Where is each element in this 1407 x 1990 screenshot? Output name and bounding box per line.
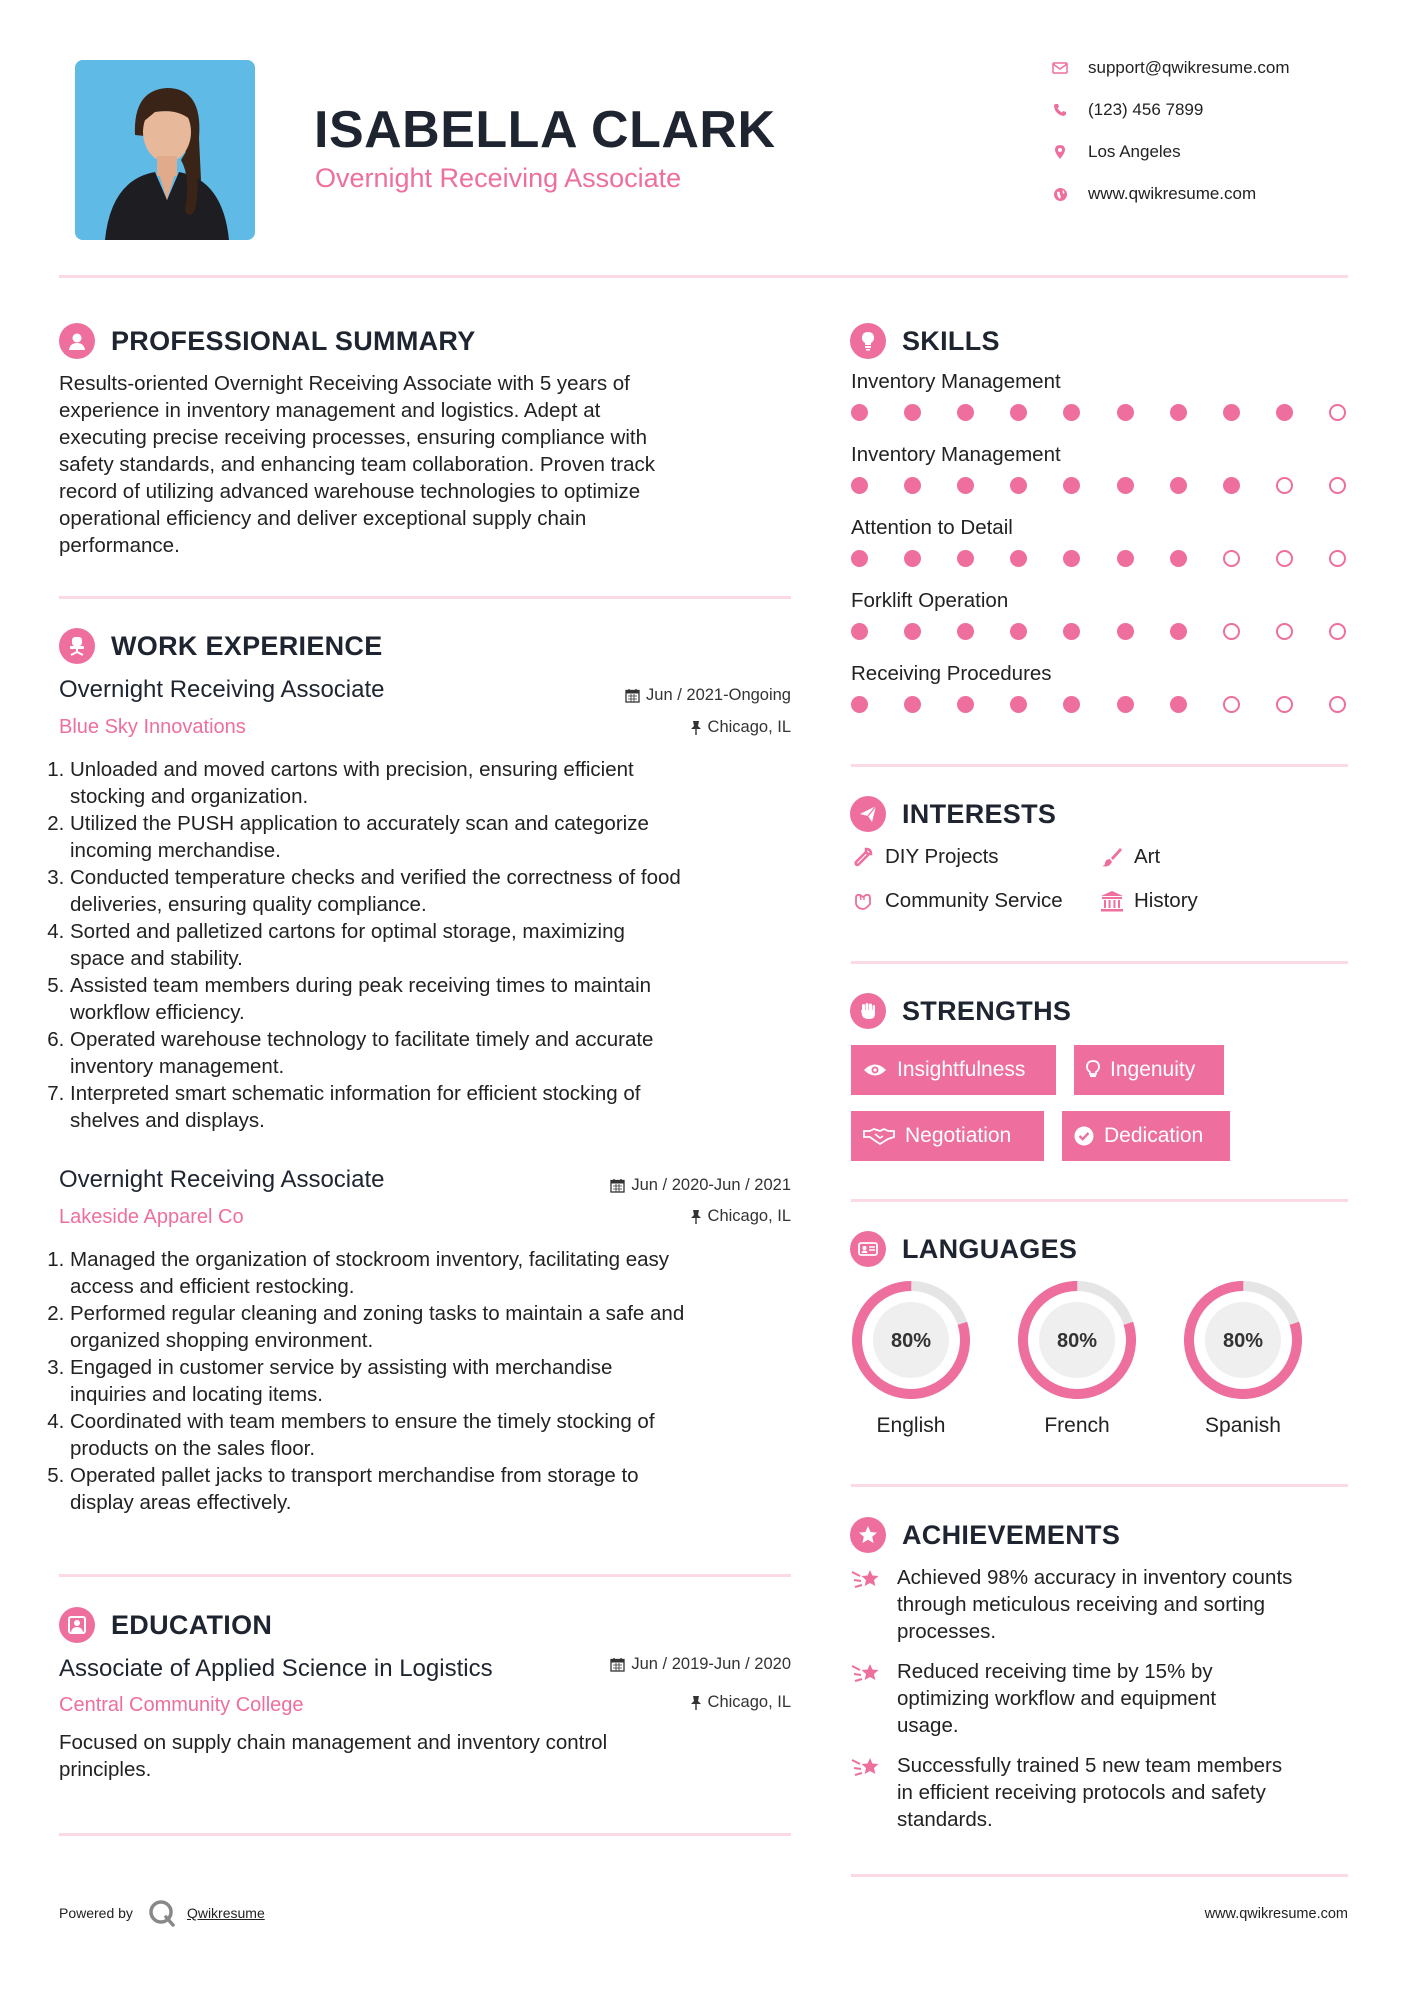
rating-dot-filled: [851, 623, 868, 640]
achievement-line: optimizing workflow and equipment: [897, 1687, 1217, 1710]
list-item: [70, 918, 802, 972]
profile-photo: [75, 60, 255, 240]
summary-line: record of utilizing advanced warehouse technologies to optimize: [59, 480, 641, 503]
summary-line: safety standards, and enhancing team collaboration. Proven track: [59, 453, 655, 476]
rating-dot-filled: [957, 550, 974, 567]
rating-dot-empty: [1276, 550, 1293, 567]
duty-line: Coordinated with team members to ensure the timely stocking of: [70, 1410, 655, 1433]
duty-line: display areas effectively.: [70, 1491, 292, 1514]
duty-line: incoming merchandise.: [70, 839, 281, 862]
section-divider: [59, 596, 791, 599]
rating-dot-filled: [1170, 623, 1187, 640]
rating-dot-empty: [1329, 623, 1346, 640]
degree-title: Associate of Applied Science in Logistics: [59, 1655, 493, 1682]
rating-dot-filled: [957, 477, 974, 494]
contact-website[interactable]: [1050, 184, 1256, 204]
rating-dot-filled: [1010, 404, 1027, 421]
rating-dot-filled: [1276, 404, 1293, 421]
gauge-label: 80%: [1056, 1330, 1098, 1352]
rating-dot-filled: [1010, 696, 1027, 713]
rating-dot-filled: [1223, 404, 1240, 421]
pushpin-icon: [690, 1695, 702, 1710]
achievement-line: Achieved 98% accuracy in inventory counts: [897, 1566, 1293, 1589]
skill-rating: [851, 477, 1346, 494]
section-divider: [59, 1574, 791, 1577]
rating-dot-filled: [957, 696, 974, 713]
skill-name: Receiving Procedures: [851, 662, 1052, 685]
rating-dot-filled: [904, 550, 921, 567]
school-name: Central Community College: [59, 1694, 304, 1716]
experience-heading: [59, 628, 383, 664]
strengths-heading: [850, 993, 1071, 1029]
experience-title: WORK EXPERIENCE: [111, 630, 383, 661]
strength-label: Negotiation: [905, 1124, 1012, 1147]
list-item: [70, 1354, 802, 1408]
interests-heading: [850, 796, 1056, 832]
strength-tag: [851, 1045, 1056, 1095]
duty-line: space and stability.: [70, 947, 243, 970]
duty-line: Sorted and palletized cartons for optimal storage, maximizing: [70, 920, 625, 943]
rating-dot-empty: [1223, 623, 1240, 640]
rating-dot-filled: [1063, 404, 1080, 421]
duty-line: Unloaded and moved cartons with precision, ensuring efficient: [70, 758, 634, 781]
duty-line: organized shopping environment.: [70, 1329, 374, 1352]
job-company: Blue Sky Innovations: [59, 716, 246, 738]
education-line: Focused on supply chain management and inventory control: [59, 1731, 608, 1754]
skill-row: [851, 662, 1346, 735]
duty-line: Performed regular cleaning and zoning tasks to maintain a safe and: [70, 1302, 685, 1325]
rating-dot-filled: [904, 623, 921, 640]
language-name: French: [1044, 1414, 1110, 1437]
summary-line: performance.: [59, 534, 180, 557]
summary-heading: [59, 323, 476, 359]
duty-line: Assisted team members during peak receiving times to maintain: [70, 974, 652, 997]
rating-dot-filled: [1170, 696, 1187, 713]
footer-url[interactable]: www.qwikresume.com: [1204, 1906, 1348, 1922]
list-item: [70, 1408, 802, 1462]
shooting-star-icon: [851, 1564, 885, 1645]
achievement-item: [851, 1752, 1351, 1833]
skill-row: [851, 443, 1346, 516]
summary-line: operational efficiency and deliver exceptional supply chain: [59, 507, 587, 530]
list-item: [70, 1080, 802, 1134]
duty-line: inventory management.: [70, 1055, 285, 1078]
summary-line: experience in inventory management and logistics. Adept at: [59, 399, 601, 422]
duty-line: Operated warehouse technology to facilitate timely and accurate: [70, 1028, 654, 1051]
rating-dot-filled: [1063, 550, 1080, 567]
interest-label: Art: [1134, 845, 1161, 868]
duty-line: inquiries and locating items.: [70, 1383, 323, 1406]
language-name: Spanish: [1205, 1414, 1281, 1437]
rating-dot-filled: [1010, 623, 1027, 640]
job-date-text: Jun / 2021-Ongoing: [646, 686, 791, 704]
contact-phone-text: (123) 456 7899: [1088, 100, 1204, 119]
skill-row: [851, 516, 1346, 589]
duty-line: Conducted temperature checks and verified the correctness of food: [70, 866, 681, 889]
job-date-text: Jun / 2020-Jun / 2021: [631, 1176, 791, 1194]
achievement-line: usage.: [897, 1714, 959, 1737]
rating-dot-filled: [1117, 696, 1134, 713]
rating-dot-filled: [1170, 404, 1187, 421]
list-item: [70, 1462, 802, 1516]
skill-row: [851, 589, 1346, 662]
skill-name: Forklift Operation: [851, 589, 1009, 612]
qwikresume-logo-icon: [147, 1898, 177, 1928]
achievements-title: ACHIEVEMENTS: [902, 1519, 1121, 1550]
contact-location: [1050, 142, 1181, 162]
language-gauge: [1182, 1279, 1304, 1401]
job-title: Overnight Receiving Associate: [59, 676, 385, 703]
lightbulb-icon: [850, 323, 886, 359]
rating-dot-empty: [1329, 404, 1346, 421]
rating-dot-filled: [957, 404, 974, 421]
education-title: EDUCATION: [111, 1609, 273, 1640]
education-date-text: Jun / 2019-Jun / 2020: [631, 1655, 791, 1673]
skills-title: SKILLS: [902, 325, 1000, 356]
skill-rating: [851, 623, 1346, 640]
duty-line: deliveries, ensuring quality compliance.: [70, 893, 427, 916]
strength-label: Ingenuity: [1110, 1058, 1196, 1081]
fist-icon: [850, 993, 886, 1029]
section-divider: [851, 961, 1348, 964]
duty-line: shelves and displays.: [70, 1109, 265, 1132]
interest-label: History: [1134, 889, 1198, 912]
achievement-item: [851, 1564, 1351, 1645]
rating-dot-empty: [1223, 550, 1240, 567]
shooting-star-icon: [851, 1752, 885, 1833]
duty-line: workflow efficiency.: [70, 1001, 245, 1024]
summary-text: [59, 370, 799, 559]
lightbulb-icon: [1086, 1060, 1100, 1080]
duty-line: products on the sales floor.: [70, 1437, 316, 1460]
achievement-line: processes.: [897, 1620, 997, 1643]
rating-dot-filled: [851, 696, 868, 713]
rating-dot-empty: [1329, 550, 1346, 567]
footer-powered-by: [59, 1898, 265, 1928]
rating-dot-filled: [904, 404, 921, 421]
rating-dot-filled: [1063, 696, 1080, 713]
summary-line: executing precise receiving processes, ensuring compliance with: [59, 426, 647, 449]
candidate-name: ISABELLA CLARK: [314, 101, 776, 159]
duty-line: Operated pallet jacks to transport merchandise from storage to: [70, 1464, 639, 1487]
museum-icon: [1100, 889, 1124, 913]
education-line: principles.: [59, 1758, 152, 1781]
gauge-label: 80%: [1222, 1330, 1264, 1352]
rating-dot-filled: [957, 623, 974, 640]
interest-label: DIY Projects: [885, 845, 999, 868]
interest-item: [851, 889, 1063, 913]
list-item: [70, 972, 802, 1026]
achievement-line: in efficient receiving protocols and safety: [897, 1781, 1266, 1804]
job-location: [540, 718, 791, 737]
contact-website-text: www.qwikresume.com: [1088, 184, 1257, 203]
skills-list: [851, 370, 1346, 735]
handshake-icon: [863, 1127, 895, 1145]
rating-dot-filled: [1170, 477, 1187, 494]
job-location: [540, 1207, 791, 1226]
powered-by-text: Powered by: [59, 1905, 133, 1921]
rating-dot-filled: [851, 550, 868, 567]
strength-tag: [1062, 1111, 1230, 1161]
rating-dot-filled: [904, 477, 921, 494]
education-date: [520, 1655, 791, 1674]
contact-email[interactable]: [1050, 58, 1290, 78]
skill-rating: [851, 404, 1346, 421]
rating-dot-filled: [1117, 550, 1134, 567]
brand-link[interactable]: Qwikresume: [186, 1905, 265, 1921]
list-item: [70, 864, 802, 918]
pushpin-icon: [690, 720, 702, 735]
job-date: [540, 686, 791, 705]
user-icon: [59, 323, 95, 359]
handshake-heart-icon: [851, 889, 875, 913]
rating-dot-filled: [851, 477, 868, 494]
calendar-icon: [610, 1178, 625, 1193]
rating-dot-filled: [851, 404, 868, 421]
duty-line: Utilized the PUSH application to accurately scan and categorize: [70, 812, 649, 835]
section-divider: [59, 1833, 791, 1836]
rating-dot-empty: [1329, 477, 1346, 494]
summary-title: PROFESSIONAL SUMMARY: [111, 325, 476, 356]
list-item: [70, 1026, 802, 1080]
duty-line: Interpreted smart schematic information for efficient stocking of: [70, 1082, 641, 1105]
contact-email-text: support@qwikresume.com: [1088, 58, 1290, 77]
mail-icon: [1050, 58, 1070, 78]
rating-dot-filled: [1010, 550, 1027, 567]
shooting-star-icon: [851, 1658, 885, 1739]
duty-line: stocking and organization.: [70, 785, 309, 808]
list-item: [70, 1246, 802, 1300]
rating-dot-empty: [1276, 477, 1293, 494]
rating-dot-filled: [1117, 404, 1134, 421]
interest-item: [851, 845, 999, 869]
list-item: [70, 1300, 802, 1354]
location-pin-icon: [1050, 142, 1070, 162]
check-circle-icon: [1074, 1126, 1094, 1146]
rating-dot-filled: [1170, 550, 1187, 567]
wrench-icon: [851, 845, 875, 869]
section-divider: [851, 1874, 1348, 1877]
header-divider: [59, 275, 1348, 278]
star-badge-icon: [850, 1517, 886, 1553]
candidate-title: Overnight Receiving Associate: [315, 163, 682, 193]
list-item: [70, 810, 802, 864]
rating-dot-empty: [1223, 696, 1240, 713]
calendar-icon: [625, 688, 640, 703]
duty-line: access and efficient restocking.: [70, 1275, 355, 1298]
interest-item: [1100, 889, 1198, 913]
job-date: [520, 1176, 791, 1195]
graduate-icon: [59, 1607, 95, 1643]
achievement-line: Reduced receiving time by 15% by: [897, 1660, 1213, 1683]
strength-label: Dedication: [1104, 1124, 1204, 1147]
strengths-title: STRENGTHS: [902, 995, 1072, 1026]
pushpin-icon: [690, 1209, 702, 1224]
section-divider: [851, 764, 1348, 767]
job-title: Overnight Receiving Associate: [59, 1166, 385, 1193]
gauge-label: 80%: [890, 1330, 932, 1352]
job-duties-list: [52, 756, 802, 1134]
rating-dot-filled: [904, 696, 921, 713]
achievements-heading: [850, 1517, 1120, 1553]
skill-name: Inventory Management: [851, 443, 1061, 466]
education-description: [59, 1729, 799, 1783]
achievement-item: [851, 1658, 1351, 1739]
rating-dot-filled: [1117, 623, 1134, 640]
paper-plane-icon: [850, 796, 886, 832]
strength-tag: [851, 1111, 1044, 1161]
job-location-text: Chicago, IL: [707, 718, 791, 736]
job-location-text: Chicago, IL: [707, 1207, 791, 1225]
skills-heading: [850, 323, 1000, 359]
job-duties-list: [52, 1246, 802, 1516]
eye-icon: [863, 1062, 887, 1078]
id-card-icon: [850, 1231, 886, 1267]
interest-item: [1100, 845, 1160, 869]
rating-dot-filled: [1063, 477, 1080, 494]
list-item: [70, 756, 802, 810]
section-divider: [851, 1484, 1348, 1487]
languages-title: LANGUAGES: [902, 1233, 1078, 1264]
job-company: Lakeside Apparel Co: [59, 1206, 244, 1228]
language-gauge: [850, 1279, 972, 1401]
skill-rating: [851, 696, 1346, 713]
rating-dot-empty: [1329, 696, 1346, 713]
contact-phone[interactable]: [1050, 100, 1203, 120]
rating-dot-empty: [1276, 696, 1293, 713]
education-heading: [59, 1607, 272, 1643]
duty-line: Engaged in customer service by assisting with merchandise: [70, 1356, 613, 1379]
duty-line: Managed the organization of stockroom inventory, facilitating easy: [70, 1248, 670, 1271]
achievement-line: Successfully trained 5 new team members: [897, 1754, 1283, 1777]
interests-title: INTERESTS: [902, 798, 1057, 829]
language-name: English: [876, 1414, 946, 1437]
rating-dot-filled: [1117, 477, 1134, 494]
section-divider: [851, 1199, 1348, 1202]
achievement-line: through meticulous receiving and sorting: [897, 1593, 1266, 1616]
rating-dot-filled: [1223, 477, 1240, 494]
education-location-text: Chicago, IL: [707, 1693, 791, 1711]
rating-dot-filled: [1010, 477, 1027, 494]
strength-label: Insightfulness: [897, 1058, 1026, 1081]
education-location: [540, 1693, 791, 1712]
contact-location-text: Los Angeles: [1088, 142, 1181, 161]
rating-dot-empty: [1276, 623, 1293, 640]
calendar-icon: [610, 1657, 625, 1672]
rating-dot-filled: [1063, 623, 1080, 640]
paintbrush-icon: [1100, 845, 1124, 869]
strength-tag: [1074, 1045, 1224, 1095]
interest-label: Community Service: [885, 889, 1063, 912]
skill-rating: [851, 550, 1346, 567]
language-gauge: [1016, 1279, 1138, 1401]
summary-line: Results-oriented Overnight Receiving Associate with 5 years of: [59, 372, 630, 395]
phone-icon: [1050, 100, 1070, 120]
skill-name: Inventory Management: [851, 370, 1061, 393]
languages-heading: [850, 1231, 1077, 1267]
skill-name: Attention to Detail: [851, 516, 1013, 539]
skill-row: [851, 370, 1346, 443]
office-chair-icon: [59, 628, 95, 664]
achievement-line: standards.: [897, 1808, 993, 1831]
globe-icon: [1050, 184, 1070, 204]
